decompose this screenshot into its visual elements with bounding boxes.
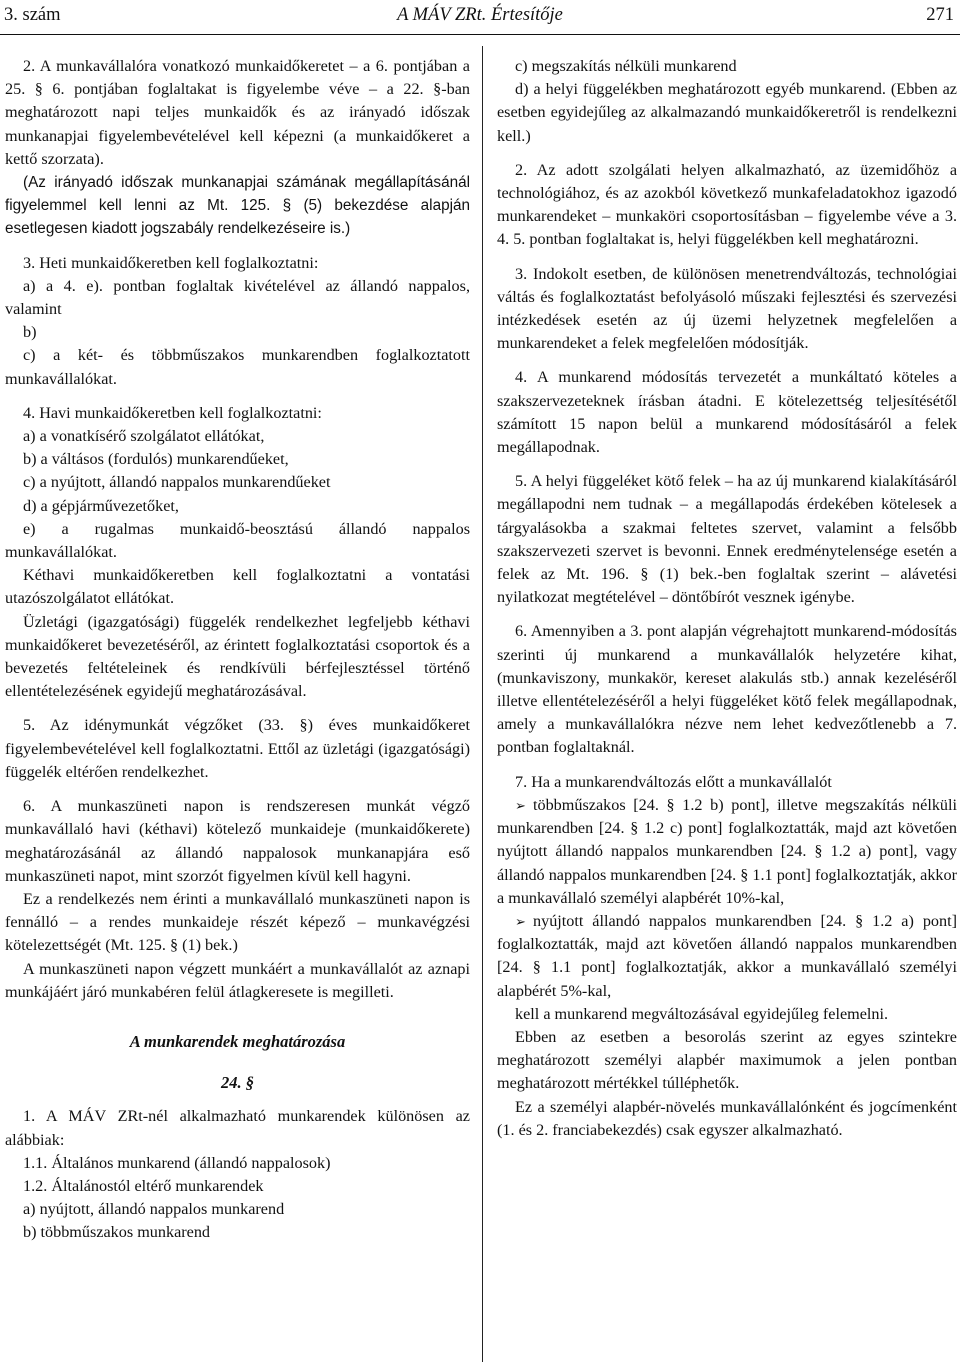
bullet-item xyxy=(497,910,957,1003)
bullet-text: nyújtott állandó nappalos munkarendben [24. § 1.2 a) pont] foglalkoztatták, majd azt követően állandó nappalos munkarendben [24. § 1.1 pont] foglalkoztatják, akkor a munkavállaló személyi alapbérét 5%-kal, xyxy=(497,911,957,1000)
paragraph: 2. A munkavállalóra vonatkozó munkaidőkeretet – a 6. pontjában a 25. § 6. pontjában foglaltakat is figyelembe véve – a 22. §-ban meghatározott napi teljes munkaidők és az irányadó időszak munkanapjai figyelembevételével kell képezni (a munkaidőkeret a kettő szorzata). xyxy=(5,57,470,168)
publication-title: A MÁV ZRt. Értesítője xyxy=(397,5,563,25)
list-item: c) megszakítás nélküli munkarend xyxy=(515,57,737,75)
arrow-bullet-icon: ➢ xyxy=(515,913,526,929)
list-item: d) a helyi függelékben meghatározott egyéb munkarend. (Ebben az esetben egyidejűleg az alkalmazandó munkaidőkeretről is rendelkezni kell.) xyxy=(497,80,957,145)
issue-number: 3. szám xyxy=(4,5,61,25)
list-item: a) nyújtott, állandó nappalos munkarend xyxy=(23,1200,285,1219)
paragraph: Üzletági (igazgatósági) függelék rendelkezhet legfeljebb kéthavi munkaidőkeret bevezetéséről, az érintett foglalkoztatási csoportok és a bevezetés feltételeinek és rendkívüli bérfejlesztéssel történő ellentételezésének egyidejű meghatározásával. xyxy=(5,612,470,701)
paragraph: kell a munkarend megváltozásával egyidejűleg felemelni. xyxy=(515,1004,889,1023)
section-title: A munkarendek meghatározása xyxy=(129,1031,346,1051)
paragraph: A munkaszüneti napon végzett munkáért a munkavállalót az aznapi munkájáért járó munkabéren felül átlagkeresete is megilleti. xyxy=(5,959,470,1001)
list-item: a) a 4. e). pontban foglaltak kivételével az állandó nappalos, valamint xyxy=(5,276,470,319)
column-divider xyxy=(482,46,483,1362)
list-item: 1.1. Általános munkarend (állandó nappalosok) xyxy=(23,1153,331,1172)
paragraph: Ebben az esetben a besorolás szerint az egyes szintekre meghatározott személyi alapbér maximumok a jelen pontban meghatározott mértékkel túlléphetők. xyxy=(497,1027,957,1093)
paragraph: 5. A helyi függeléket kötő felek – ha az új munkarend kialakításáról megállapodni nem tudnak – a megállapodás érdekében kötelesek a tárgyalásokba a szakmai feltetes szervet, valamint a felsőbb szakszervezeti szervet is bevonni. Ennek eredménytelensége esetén a felek az Mt. 196. § (1) bek.-ben foglaltak szerint – alávetési nyilatkozat megtételével – döntőbírót vesznek igénybe. xyxy=(497,472,957,607)
list-item: e) a rugalmas munkaidő-beosztású állandó nappalos munkavállalókat. xyxy=(5,519,470,562)
list-item: a) a vonatkísérő szolgálatot ellátókat, xyxy=(23,427,265,446)
list-item: b) a váltásos (fordulós) munkarendűeket, xyxy=(23,450,289,469)
bullet-text: többműszakos [24. § 1.2 b) pont], illetve megszakítás nélküli munkarendben [24. § 1.2 c) pont] foglalkoztatták, majd azt követően nyújtott állandó nappalos munkarendben [24. § 1.2 a) pont], vagy állandó nappalos munkarendben [24. § 1.1 pont] foglalkoztatják, akkor a munkavállaló személyi alapbérét 10%-kal, xyxy=(497,795,957,907)
left-column xyxy=(5,55,470,1245)
arrow-bullet-icon: ➢ xyxy=(515,797,526,813)
list-item: c) a két- és többműszakos munkarendben foglalkoztatott munkavállalókat. xyxy=(5,346,470,388)
paragraph: Kéthavi munkaidőkeretben kell foglalkoztatni a vontatási utazószolgálatot ellátókat. xyxy=(5,566,470,608)
list-item: b) xyxy=(23,323,37,342)
paragraph: 4. Havi munkaidőkeretben kell foglalkoztatni: xyxy=(23,403,322,422)
page-number: 271 xyxy=(926,5,954,25)
header-rule xyxy=(0,34,960,35)
list-item: d) a gépjárművezetőket, xyxy=(23,496,179,515)
paragraph: 4. A munkarend módosítás tervezetét a munkáltató köteles a szakszervezeteknek írásban átadni. E kötelezettség teljesítésétől számított 15 napon belül a munkarend módosításáról a felek megállapodnak. xyxy=(497,368,957,457)
paragraph: 1. A MÁV ZRt-nél alkalmazható munkarendek különösen az alábbiak: xyxy=(5,1107,470,1149)
section-number: 24. § xyxy=(221,1073,254,1093)
page-header xyxy=(0,0,960,34)
paragraph: Ez a rendelkezés nem érinti a munkavállaló munkaszüneti napon is fennálló – a rendes munkaideje részét képező – munkavégzési kötelezettségét (Mt. 125. § (1) bek.) xyxy=(5,889,470,955)
paragraph: Ez a személyi alapbér-növelés munkavállalónként és jogcímenként (1. és 2. franciabekezdés) csak egyszer alkalmazható. xyxy=(497,1097,957,1139)
list-item: b) többműszakos munkarend xyxy=(23,1223,211,1242)
paragraph: 3. Indokolt esetben, de különösen menetrendváltozás, technológiai váltás és foglalkoztatást befolyásoló műszaki fejlesztési és szervezési intézkedések esetén az új üzemi helyzetnek megfelelően a munkarendeket a felek megfelelően módosítják. xyxy=(497,264,957,353)
list-item: c) a nyújtott, állandó nappalos munkarendűeket xyxy=(23,473,331,492)
bullet-item xyxy=(497,794,957,910)
paragraph: 6. Amennyiben a 3. pont alapján végrehajtott munkarend-módosítás szerinti új munkarend a munkavállalók helyzetére kihat, (munkaviszony, munkakör, kereset alakulás stb.) annak kezeléséről illetve ellentételezéséről a helyi függeléket kötő felek megállapodnak, amely a munkavállalókra nézve nem lehet kedvezőtlenebb a 7. pontban foglaltaknál. xyxy=(497,622,957,757)
paragraph: 3. Heti munkaidőkeretben kell foglalkoztatni: xyxy=(23,253,319,272)
paragraph: (Az irányadó időszak munkanapjai számának megállapításánál figyelemmel kell lenni az Mt. 125. § (5) bekezdése alapján esetlegesen kiadott jogszabály rendelkezéseire is.) xyxy=(5,174,470,238)
paragraph: 7. Ha a munkarendváltozás előtt a munkavállalót xyxy=(515,772,832,791)
list-item: 1.2. Általánostól eltérő munkarendek xyxy=(23,1176,264,1195)
paragraph: 5. Az idénymunkát végzőket (33. §) éves munkaidőkeret figyelembevételével kell foglalkoztatni. Ettől az üzletági (igazgatósági) függelék eltérően rendelkezhet. xyxy=(5,716,470,781)
paragraph: 2. Az adott szolgálati helyen alkalmazható, az üzemidőhöz a technológiához, és az azokból következő munkafeladatokhoz igazodó munkarendeket – munkaköri csoportosításban – figyelembe véve a 3. 4. 5. pontban foglaltakat is, helyi függelékben kell meghatározni. xyxy=(497,160,957,249)
paragraph: 6. A munkaszüneti napon is rendszeresen munkát végző munkavállaló havi (kéthavi) kötelező munkaideje (munkaidőkerete) meghatározásánál az állandó nappalosok munkanapjára eső munkaszüneti napot, mint szorzót figyelmen kívül kell hagyni. xyxy=(5,797,470,885)
right-column xyxy=(497,55,957,1142)
